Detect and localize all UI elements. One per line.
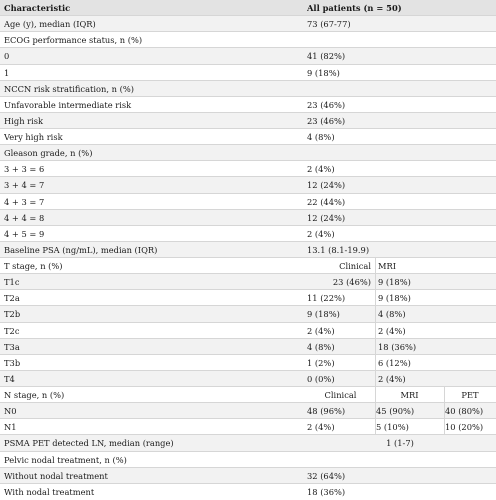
row-label: T2c xyxy=(4,325,20,336)
table-row xyxy=(0,65,496,81)
clinical-value: 2 (4%) xyxy=(307,325,335,336)
row-label: 3 + 4 = 7 xyxy=(4,180,45,191)
table-row xyxy=(0,403,496,419)
row-label: T3b xyxy=(4,357,21,368)
pet-value: 40 (80%) xyxy=(445,405,484,416)
row-value: 22 (44%) xyxy=(307,196,346,207)
table-row xyxy=(0,435,496,452)
table-row xyxy=(0,468,496,484)
subheader-clinical: Clinical xyxy=(324,389,357,400)
row-label: PSMA PET detected LN, median (range) xyxy=(4,438,174,449)
table-row xyxy=(0,419,496,435)
row-value: 4 (8%) xyxy=(307,131,335,142)
mri-value: 9 (18%) xyxy=(378,292,411,303)
table-row xyxy=(0,452,496,468)
row-label: Very high risk xyxy=(4,131,63,142)
row-value: 32 (64%) xyxy=(307,470,346,481)
mri-value: 5 (10%) xyxy=(376,421,409,432)
clinical-value: 9 (18%) xyxy=(307,309,340,320)
table-row xyxy=(0,177,496,194)
table-row xyxy=(0,113,496,129)
table-row xyxy=(0,32,496,48)
mri-value: 4 (8%) xyxy=(378,309,406,320)
section-label: Pelvic nodal treatment, n (%) xyxy=(4,454,127,465)
clinical-value: 0 (0%) xyxy=(307,373,335,384)
row-label: 4 + 3 = 7 xyxy=(4,196,45,207)
header-all-patients: All patients (n = 50) xyxy=(307,2,402,13)
table-row xyxy=(0,290,496,306)
clinical-value: 48 (96%) xyxy=(307,405,346,416)
clinical-value: 2 (4%) xyxy=(307,421,335,432)
table-row xyxy=(0,226,496,242)
table-row xyxy=(0,387,496,403)
row-label: With nodal treatment xyxy=(4,486,95,497)
table-row xyxy=(0,48,496,65)
row-label: 4 + 4 = 8 xyxy=(4,212,45,223)
table-row xyxy=(0,145,496,161)
table-row xyxy=(0,339,496,355)
clinical-value: 1 (2%) xyxy=(307,357,335,368)
row-value: 12 (24%) xyxy=(307,180,346,191)
row-label: T1c xyxy=(4,276,20,287)
table-row xyxy=(0,161,496,177)
row-label: 0 xyxy=(4,51,10,62)
row-value: 9 (18%) xyxy=(307,67,340,78)
table-row xyxy=(0,16,496,32)
section-label: N stage, n (%) xyxy=(4,389,65,400)
table-row xyxy=(0,258,496,274)
subheader-pet: PET xyxy=(461,389,479,400)
row-value: 23 (46%) xyxy=(307,115,346,126)
section-label: T stage, n (%) xyxy=(4,260,63,271)
row-label: Unfavorable intermediate risk xyxy=(4,99,132,110)
mri-value: 2 (4%) xyxy=(378,325,406,336)
table-header-row xyxy=(0,0,496,16)
table-row xyxy=(0,306,496,323)
row-value: 23 (46%) xyxy=(307,99,346,110)
row-label: T3a xyxy=(4,341,20,352)
table-row xyxy=(0,274,496,290)
table-row xyxy=(0,97,496,113)
mri-value: 6 (12%) xyxy=(378,357,411,368)
row-label: N1 xyxy=(4,421,17,432)
table-row xyxy=(0,323,496,339)
row-label: N0 xyxy=(4,405,17,416)
row-value: 73 (67-77) xyxy=(307,18,351,29)
row-label: T2b xyxy=(4,309,21,320)
table-row xyxy=(0,355,496,371)
row-value: 18 (36%) xyxy=(307,486,346,497)
mri-value: 45 (90%) xyxy=(376,405,415,416)
table-row xyxy=(0,242,496,258)
subheader-mri: MRI xyxy=(378,260,397,271)
clinical-value: 4 (8%) xyxy=(307,341,335,352)
mri-value: 9 (18%) xyxy=(378,276,411,287)
subheader-mri: MRI xyxy=(400,389,419,400)
table-row xyxy=(0,81,496,97)
row-label: Without nodal treatment xyxy=(4,470,108,481)
row-value: 41 (82%) xyxy=(307,51,346,62)
header-characteristic: Characteristic xyxy=(4,2,71,13)
mri-value: 18 (36%) xyxy=(378,341,417,352)
row-label: 3 + 3 = 6 xyxy=(4,163,45,174)
row-value: 1 (1-7) xyxy=(386,438,414,449)
section-label: ECOG performance status, n (%) xyxy=(4,34,143,45)
row-label: T2a xyxy=(4,292,20,303)
row-label: Age (y), median (IQR) xyxy=(4,18,96,29)
row-label: T4 xyxy=(4,373,15,384)
section-label: NCCN risk stratification, n (%) xyxy=(4,83,134,94)
table-row xyxy=(0,371,496,387)
clinical-value: 11 (22%) xyxy=(307,292,346,303)
clinical-value: 23 (46%) xyxy=(332,276,371,287)
table-row xyxy=(0,194,496,210)
subheader-clinical: Clinical xyxy=(339,260,371,271)
row-value: 2 (4%) xyxy=(307,228,335,239)
table-row xyxy=(0,129,496,145)
section-label: Gleason grade, n (%) xyxy=(4,147,93,158)
row-value: 2 (4%) xyxy=(307,163,335,174)
row-label: 1 xyxy=(4,67,10,78)
row-label: 4 + 5 = 9 xyxy=(4,228,45,239)
row-label: Baseline PSA (ng/mL), median (IQR) xyxy=(4,244,158,255)
table-row xyxy=(0,210,496,226)
row-value: 12 (24%) xyxy=(307,212,346,223)
row-label: High risk xyxy=(4,115,44,126)
pet-value: 10 (20%) xyxy=(445,421,484,432)
table-row xyxy=(0,484,496,500)
row-value: 13.1 (8.1-19.9) xyxy=(307,244,370,255)
mri-value: 2 (4%) xyxy=(378,373,406,384)
